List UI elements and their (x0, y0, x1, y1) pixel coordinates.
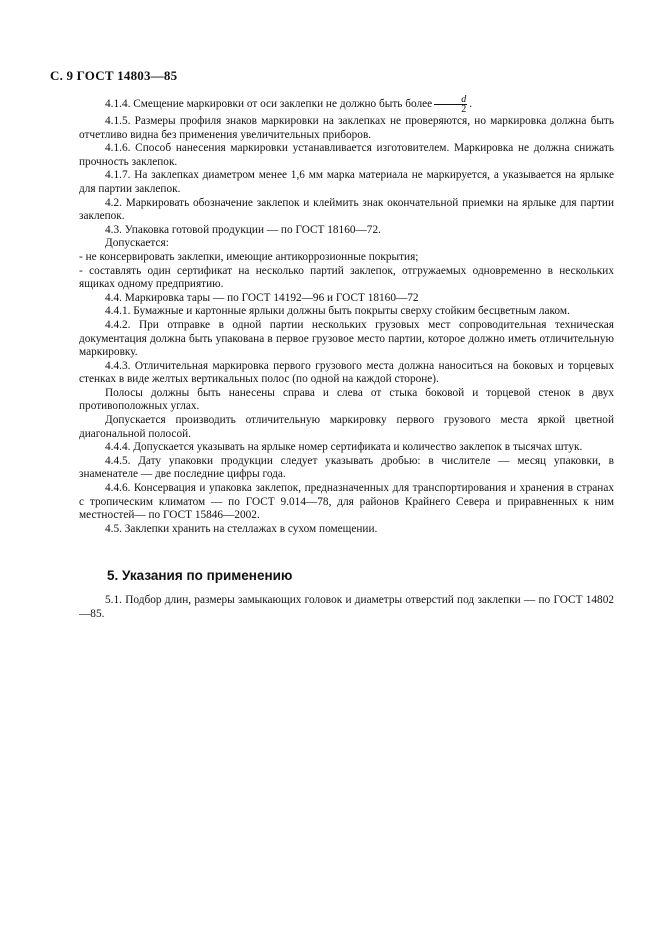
paragraph-allowed-diagonal: Допускается производить отличительную маркировку первого грузового места яркой цветной диагональной полосой. (79, 414, 614, 440)
paragraph-4-1-4 (79, 95, 614, 114)
paragraph-4-4-4: 4.4.4. Допускается указывать на ярлыке номер сертификата и количество заклепок в тысячах штук. (105, 441, 583, 454)
paragraph-4-4-1: 4.4.1. Бумажные и картонные ярлыки должны быть покрыты сверху стойким бесцветным лаком. (105, 305, 570, 318)
paragraph-4-4-6: 4.4.6. Консервация и упаковка заклепок, предназначенных для транспортирования и хранения в странах с тропическим климатом — по ГОСТ 9.014—78, для районов Крайнего Севера и приравненных к ним местностей— по ГОСТ 15846—2002. (79, 482, 614, 522)
paragraph-4-2: 4.2. Маркировать обозначение заклепок и клеймить знак окончательной приемки на ярлыке для партии заклепок. (79, 196, 614, 223)
fraction-numerator: d (434, 95, 467, 105)
paragraph-4-1-5: 4.1.5. Размеры профиля знаков маркировки на заклепках не проверяются, но маркировка должна быть отчетливо видна без применения увеличительных приборов. (79, 115, 614, 141)
list-item-single-certificate: - составлять один сертификат на несколько партий заклепок, отгружаемых одновременно в нескольких ящиках одному предприятию. (79, 264, 614, 291)
paragraph-text: 4.1.4. Смещение маркировки от оси заклепки не должно быть более (105, 98, 433, 111)
paragraph-suffix: . (469, 98, 473, 111)
paragraph-4-4-3: 4.4.3. Отличительная маркировка первого грузового места должна наноситься на боковых и торцевых стенках в виде желтых вертикальных полос (по одной на каждой стороне). (79, 359, 614, 386)
paragraph-5-1: 5.1. Подбор длин, размеры замыкающих головок и диаметры отверстий под заклепки — по ГОСТ 14802—85. (79, 594, 614, 620)
list-item-no-conservation: - не консервировать заклепки, имеющие антикоррозионные покрытия; (79, 250, 419, 263)
paragraph-4-4: 4.4. Маркировка тары — по ГОСТ 14192—96 и ГОСТ 18160—72 (105, 291, 419, 304)
paragraph-4-4-2: 4.4.2. При отправке в одной партии нескольких грузовых мест сопроводительная техническая документация должна быть упакована в первое грузовое место партии, которое должно иметь отличительную маркировку. (79, 318, 614, 359)
paragraph-4-3: 4.3. Упаковка готовой продукции — по ГОСТ 18160—72. (105, 223, 381, 236)
section-4-body (79, 95, 614, 536)
section-5-body (79, 594, 614, 621)
fraction-denominator: 2 (461, 104, 467, 115)
fraction-d-over-2 (434, 95, 467, 114)
paragraph-4-1-6: 4.1.6. Способ нанесения маркировки устанавливается изготовителем. Маркировка не должна снижать прочность заклепок. (79, 142, 614, 168)
paragraph-stripes: Полосы должны быть нанесены справа и слева от стыка боковой и торцевой стенок в двух противоположных углах. (79, 386, 614, 413)
paragraph-4-1-7: 4.1.7. На заклепках диаметром менее 1,6 мм марка материала не маркируется, а указывается на ярлыке для партии заклепок. (79, 169, 614, 195)
page-header: С. 9 ГОСТ 14803—85 (50, 68, 178, 83)
section-5-title: 5. Указания по применению (107, 568, 293, 583)
paragraph-allowed: Допускается: (105, 237, 169, 250)
paragraph-4-5: 4.5. Заклепки хранить на стеллажах в сухом помещении. (105, 522, 378, 535)
paragraph-4-4-5: 4.4.5. Дату упаковки продукции следует указывать дробью: в числителе — месяц упаковки, в знаменателе — две последние цифры года. (79, 454, 614, 481)
